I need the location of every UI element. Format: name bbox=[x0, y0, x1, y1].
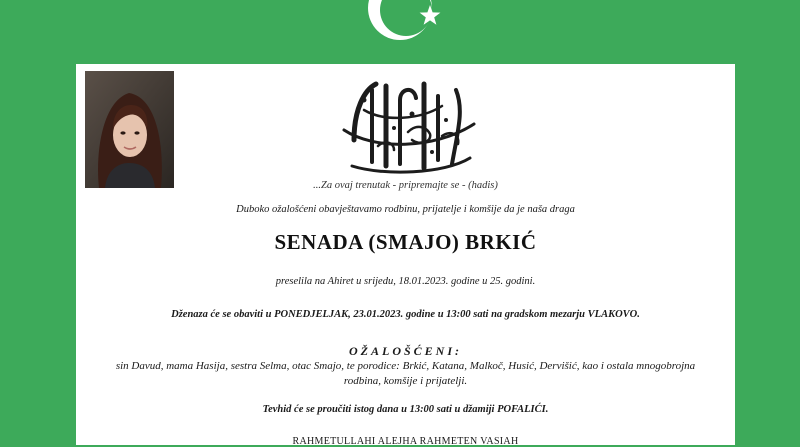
obituary-notice bbox=[76, 64, 735, 445]
intro-text: Duboko ožalošćeni obavještavamo rodbinu, prijatelje i komšije da je naša draga bbox=[236, 204, 575, 215]
deceased-name: SENADA (SMAJO) BRKIĆ bbox=[274, 230, 537, 254]
crescent-star-icon bbox=[366, 0, 446, 58]
hadith-quote: ...Za ovaj trenutak - pripremajte se - (hadis) bbox=[313, 180, 498, 191]
death-date-text: preselila na Ahiret u srijedu, 18.01.2023. godine u 25. godini. bbox=[275, 276, 536, 287]
mourners-heading: OŽALOŠĆENI: bbox=[348, 344, 462, 358]
portrait-photo bbox=[85, 71, 174, 188]
tevhid-details: Tevhid će se proučiti istog dana u 13:00 sati u džamiji POFALIĆI. bbox=[262, 404, 549, 415]
funeral-details: Dženaza će se obaviti u PONEDJELJAK, 23.01.2023. godine u 13:00 sati na gradskom mezarju VLAKOVO. bbox=[171, 309, 640, 320]
closing-prayer: RAHMETULLAHI ALEJHA RAHMETEN VASIAH bbox=[292, 436, 519, 447]
mourners-list: sin Davud, mama Hasija, sestra Selma, otac Smajo, te porodice: Brkić, Katana, Malkoč, Husić, Dervišić, kao i ostala mnogobrojna rodbina, komšije i prijatelji. bbox=[115, 360, 696, 387]
arabic-calligraphy-icon bbox=[324, 70, 488, 182]
